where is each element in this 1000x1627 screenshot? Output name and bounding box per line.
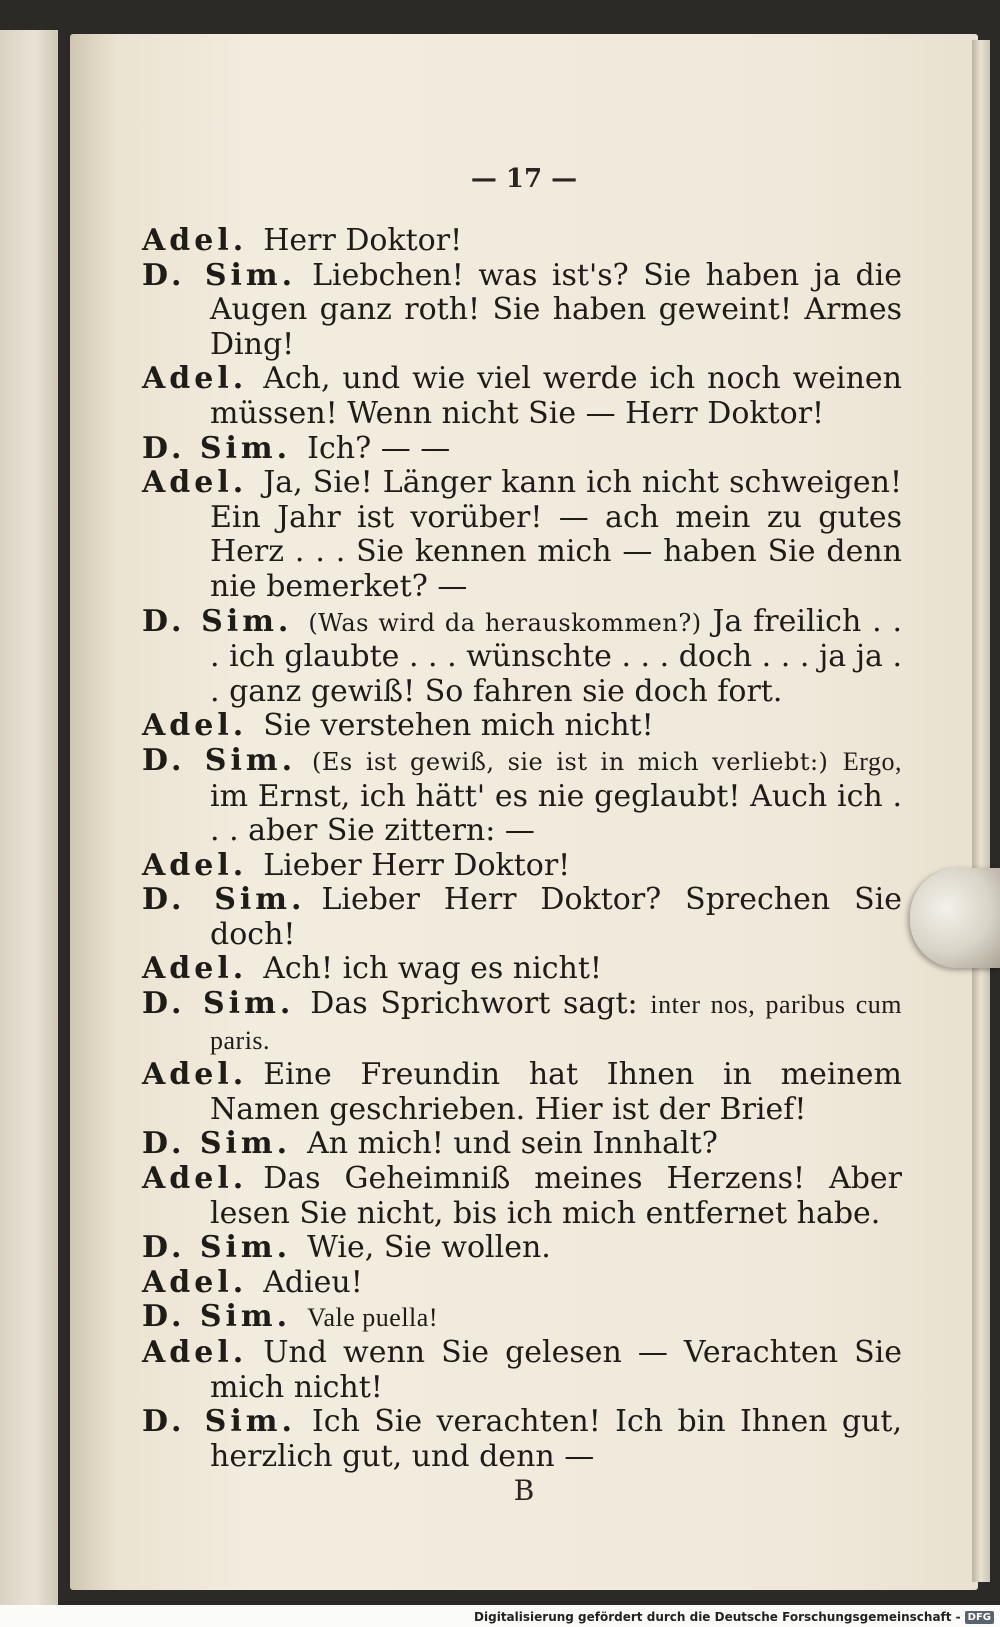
- speaker-label: D. Sim.: [142, 1299, 292, 1335]
- speech-line: [142, 259, 902, 363]
- speech-line: [142, 952, 902, 987]
- speaker-label: Adel.: [142, 708, 248, 744]
- stage-aside: (Es ist gewiß, sie ist in mich verliebt:): [312, 747, 829, 776]
- digitization-credit: [474, 1610, 994, 1624]
- speech-line: [142, 466, 902, 604]
- speaker-label: Adel.: [142, 1057, 248, 1093]
- speech-text: Ich Sie verachten! Ich bin Ihnen gut, herzlich gut, und denn —: [210, 1404, 902, 1474]
- speaker-label: Adel.: [142, 847, 248, 883]
- speech-text: Das Geheimniß meines Herzens! Aber lesen Sie nicht, bis ich mich entfernet habe.: [210, 1161, 902, 1231]
- speech-line: [142, 1058, 902, 1127]
- speech-text: Lieber Herr Doktor? Sprechen Sie doch!: [210, 882, 902, 952]
- speech-line: [142, 1231, 902, 1266]
- latin-text: Vale puella!: [307, 1303, 438, 1333]
- credit-text: Digitalisierung gefördert durch die Deutsche Forschungsgemeinschaft -: [474, 1610, 961, 1624]
- speaker-label: D. Sim.: [142, 1230, 292, 1266]
- speech-line: [142, 1336, 902, 1405]
- speaker-label: D. Sim.: [142, 1126, 292, 1162]
- speech-text: Ja, Sie! Länger kann ich nicht schweigen! Ein Jahr ist vorüber! — ach mein zu gutes Herz . . . Sie kennen mich — haben Sie denn nie bemerket? —: [210, 465, 902, 604]
- speech-line: [142, 1266, 902, 1301]
- speaker-label: D. Sim.: [142, 603, 293, 639]
- speech-text: Das Sprichwort sagt:: [310, 986, 638, 1022]
- speaker-label: Adel.: [142, 1335, 248, 1370]
- speech-line: [142, 605, 902, 710]
- speech-line: [142, 1300, 902, 1336]
- dfg-logo: DFG: [965, 1611, 994, 1624]
- latin-text: Ergo,: [842, 746, 902, 776]
- book-clip: [910, 868, 1000, 968]
- speech-line: [142, 987, 902, 1058]
- dialogue-text: [142, 224, 902, 1474]
- speaker-label: D. Sim.: [142, 1404, 296, 1440]
- speech-text: Ach, und wie viel werde ich noch weinen müssen! Wenn nicht Sie — Herr Doktor!: [210, 361, 902, 431]
- speech-text: Adieu!: [263, 1264, 363, 1300]
- speech-line: [142, 709, 902, 744]
- speaker-label: D. Sim.: [142, 257, 297, 293]
- speech-text: Herr Doktor!: [263, 223, 463, 258]
- page-stack-edge: [972, 40, 990, 1582]
- speech-line: [142, 849, 902, 884]
- speaker-label: D. Sim.: [142, 430, 292, 466]
- speaker-label: Adel.: [142, 1161, 248, 1197]
- speech-line: [142, 1162, 902, 1231]
- speech-line: [142, 224, 902, 259]
- speaker-label: D. Sim.: [142, 986, 295, 1022]
- stage-aside: (Was wird da herauskommen?): [308, 608, 702, 637]
- speaker-label: D. Sim.: [142, 882, 306, 918]
- speaker-label: Adel.: [142, 465, 248, 501]
- speech-line: [142, 1127, 902, 1162]
- latin-text: inter nos, paribus cum paris.: [210, 990, 902, 1055]
- speech-line: [142, 1405, 902, 1474]
- speech-text: Ach! ich wag es nicht!: [263, 951, 602, 987]
- speech-line: [142, 883, 902, 952]
- speaker-label: Adel.: [142, 223, 248, 258]
- speech-line: [142, 432, 902, 467]
- speech-text: im Ernst, ich hätt' es nie geglaubt! Auch ich . . . aber Sie zittern: —: [210, 778, 902, 849]
- facing-page-edge: [0, 30, 58, 1605]
- speech-line: [142, 744, 902, 849]
- book-page: [70, 34, 978, 1590]
- speaker-label: D. Sim.: [142, 742, 297, 778]
- speech-text: Lieber Herr Doktor!: [263, 847, 571, 883]
- speech-text: Ich? — —: [307, 430, 451, 466]
- speech-text: Und wenn Sie gelesen — Verachten Sie mich nicht!: [210, 1335, 902, 1405]
- speech-text: Wie, Sie wollen.: [307, 1230, 551, 1266]
- speech-text: Liebchen! was ist's? Sie haben ja die Augen ganz roth! Sie haben geweint! Armes Ding!: [210, 257, 902, 362]
- speech-line: [142, 362, 902, 431]
- speaker-label: Adel.: [142, 1264, 248, 1300]
- speech-text: Eine Freundin hat Ihnen in meinem Namen geschrieben. Hier ist der Brief!: [210, 1057, 902, 1127]
- signature-mark: B: [513, 1474, 535, 1507]
- speech-text: Ja freilich . . . ich glaubte . . . wünschte . . . doch . . . ja ja . . ganz gewiß! So fahren sie doch fort.: [210, 603, 903, 709]
- page-number: — 17 —: [470, 164, 578, 194]
- speaker-label: Adel.: [142, 951, 248, 987]
- speech-text: An mich! und sein Innhalt?: [307, 1126, 718, 1162]
- speech-text: Sie verstehen mich nicht!: [263, 708, 654, 744]
- speaker-label: Adel.: [142, 361, 248, 397]
